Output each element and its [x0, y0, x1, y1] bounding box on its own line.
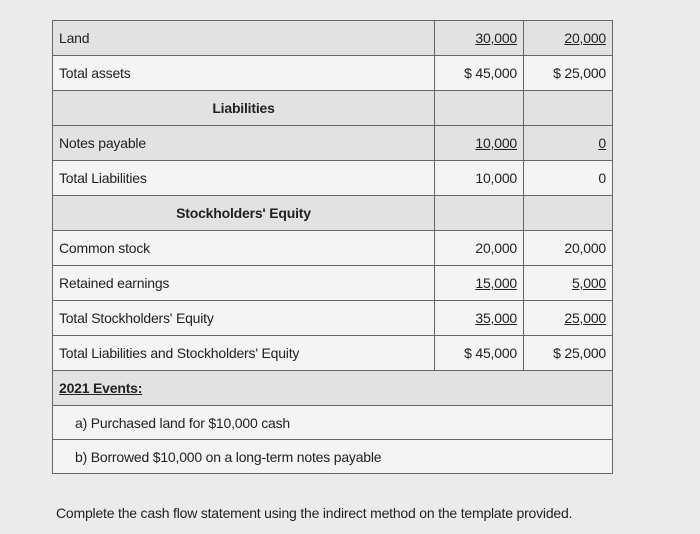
- cell-value-2020: 0: [524, 161, 613, 196]
- row-label: Total Liabilities: [53, 161, 435, 196]
- table-row-total-liabilities-equity: [53, 336, 613, 371]
- cell-value-2021: 35,000: [435, 301, 524, 336]
- instruction-text: Complete the cash flow statement using the indirect method on the template provided.: [56, 505, 573, 521]
- empty-cell: [435, 91, 524, 126]
- cell-value-2021: $ 45,000: [435, 336, 524, 371]
- cell-value-2021: 10,000: [435, 126, 524, 161]
- table-row-event-b: [53, 440, 613, 474]
- row-label: Retained earnings: [53, 266, 435, 301]
- table-row-total-liabilities: [53, 161, 613, 196]
- row-label: Total assets: [53, 56, 435, 91]
- cell-value-2020: 20,000: [524, 21, 613, 56]
- event-item-a: a) Purchased land for $10,000 cash: [53, 406, 613, 440]
- empty-cell: [435, 196, 524, 231]
- table-row-liabilities-heading: [53, 91, 613, 126]
- table-row-total-assets: [53, 56, 613, 91]
- section-heading-equity: Stockholders' Equity: [53, 196, 435, 231]
- cell-value-2021: 30,000: [435, 21, 524, 56]
- cell-value-2020: 5,000: [524, 266, 613, 301]
- table-row-common-stock: [53, 231, 613, 266]
- row-label: Total Liabilities and Stockholders' Equity: [53, 336, 435, 371]
- row-label: Land: [53, 21, 435, 56]
- row-label: Total Stockholders' Equity: [53, 301, 435, 336]
- cell-value-2021: 15,000: [435, 266, 524, 301]
- table-row-equity-heading: [53, 196, 613, 231]
- table-row-land: [53, 21, 613, 56]
- cell-value-2021: 20,000: [435, 231, 524, 266]
- table-row-retained-earnings: [53, 266, 613, 301]
- table-row-events-title: [53, 371, 613, 406]
- cell-value-2020: $ 25,000: [524, 56, 613, 91]
- balance-sheet-table: [52, 20, 613, 474]
- cell-value-2020: 25,000: [524, 301, 613, 336]
- table-row-event-a: [53, 406, 613, 440]
- cell-value-2021: 10,000: [435, 161, 524, 196]
- table-row-notes-payable: [53, 126, 613, 161]
- cell-value-2021: $ 45,000: [435, 56, 524, 91]
- cell-value-2020: 20,000: [524, 231, 613, 266]
- event-item-b: b) Borrowed $10,000 on a long-term notes payable: [53, 440, 613, 474]
- section-heading-liabilities: Liabilities: [53, 91, 435, 126]
- row-label: Notes payable: [53, 126, 435, 161]
- empty-cell: [524, 196, 613, 231]
- table-row-total-equity: [53, 301, 613, 336]
- empty-cell: [524, 91, 613, 126]
- events-title: 2021 Events:: [53, 371, 613, 406]
- cell-value-2020: $ 25,000: [524, 336, 613, 371]
- row-label: Common stock: [53, 231, 435, 266]
- cell-value-2020: 0: [524, 126, 613, 161]
